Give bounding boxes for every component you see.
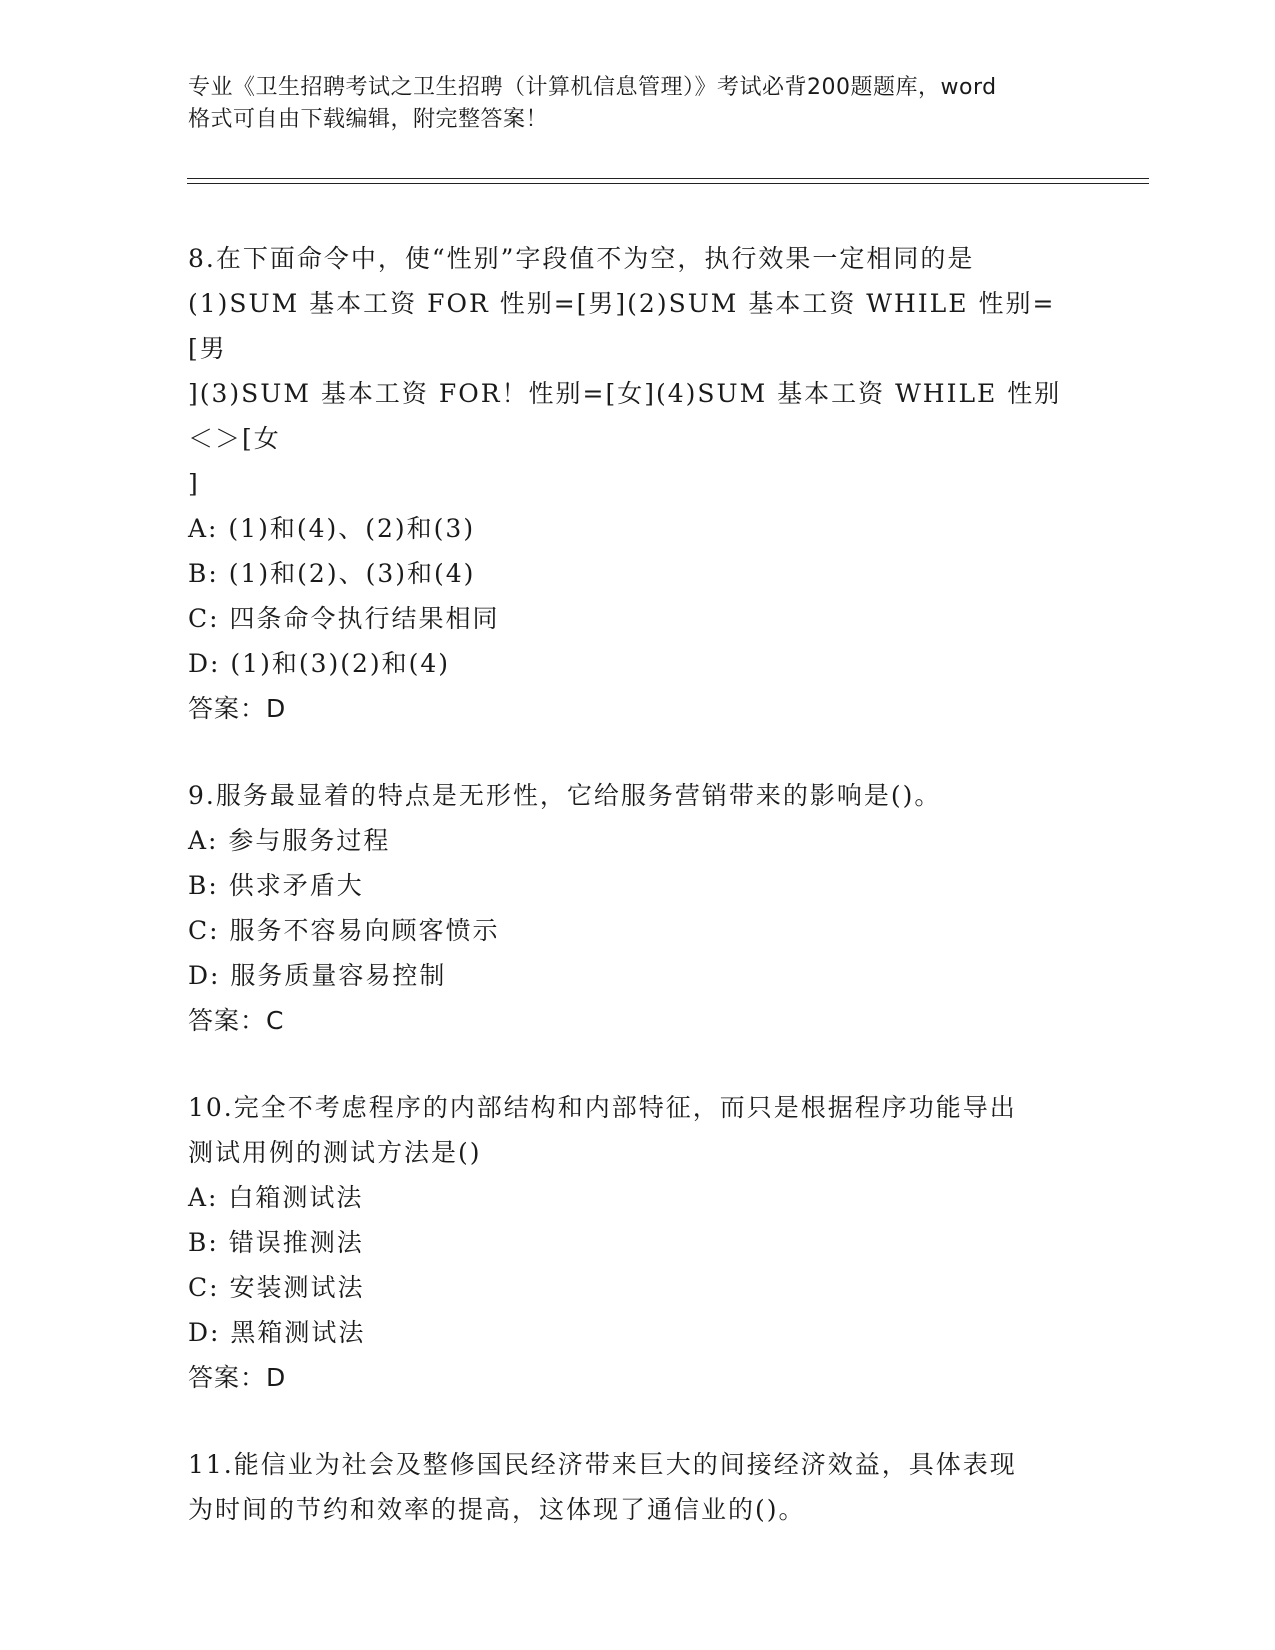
option-d: D: 服务质量容易控制 [188, 961, 447, 990]
answer: 答案：D [188, 1363, 287, 1392]
answer: 答案：C [188, 1006, 285, 1035]
option-a: A: 参与服务过程 [188, 826, 391, 855]
header-divider-bottom [187, 183, 1149, 184]
question-9 [188, 773, 1088, 1043]
answer: 答案：D [188, 694, 287, 723]
option-b: B: (1)和(2)、(3)和(4) [188, 559, 476, 588]
header-line-2: 格式可自由下载编辑，附完整答案！ [188, 107, 549, 132]
question-text-line: 为时间的节约和效率的提高，这体现了通信业的()。 [188, 1495, 806, 1524]
question-10 [188, 1085, 1088, 1400]
question-text-line: 9.服务最显着的特点是无形性，它给服务营销带来的影响是()。 [188, 781, 942, 810]
header-line-1: 专业《卫生招聘考试之卫生招聘（计算机信息管理）》考试必背200题题库，word [188, 75, 997, 100]
option-c: C: 服务不容易向顾客愤示 [188, 916, 500, 945]
question-8 [188, 236, 1088, 731]
option-d: D: (1)和(3)(2)和(4) [188, 649, 451, 678]
option-d: D: 黑箱测试法 [188, 1318, 366, 1347]
question-text-line: 11.能信业为社会及整修国民经济带来巨大的间接经济效益，具体表现 [188, 1450, 1017, 1479]
option-a: A: 白箱测试法 [188, 1183, 364, 1212]
question-text-line: 测试用例的测试方法是() [188, 1138, 482, 1167]
question-list [188, 236, 1088, 1574]
header-divider-top [187, 178, 1149, 179]
option-b: B: 错误推测法 [188, 1228, 364, 1257]
option-c: C: 安装测试法 [188, 1273, 365, 1302]
document-header [188, 72, 1088, 136]
question-text-line: ] [188, 469, 200, 498]
option-c: C: 四条命令执行结果相同 [188, 604, 500, 633]
question-text-line: 10.完全不考虑程序的内部结构和内部特征，而只是根据程序功能导出 [188, 1093, 1017, 1122]
question-text-line: ](3)SUM 基本工资 FOR！性别=[女](4)SUM 基本工资 WHILE 性别＜＞[女 [188, 379, 1062, 453]
question-text-line: 8.在下面命令中，使“性别”字段值不为空，执行效果一定相同的是 [188, 244, 975, 273]
question-text-line: (1)SUM 基本工资 FOR 性别=[男](2)SUM 基本工资 WHILE 性别=[男 [188, 289, 1056, 363]
option-b: B: 供求矛盾大 [188, 871, 364, 900]
option-a: A: (1)和(4)、(2)和(3) [188, 514, 476, 543]
question-11 [188, 1442, 1088, 1532]
